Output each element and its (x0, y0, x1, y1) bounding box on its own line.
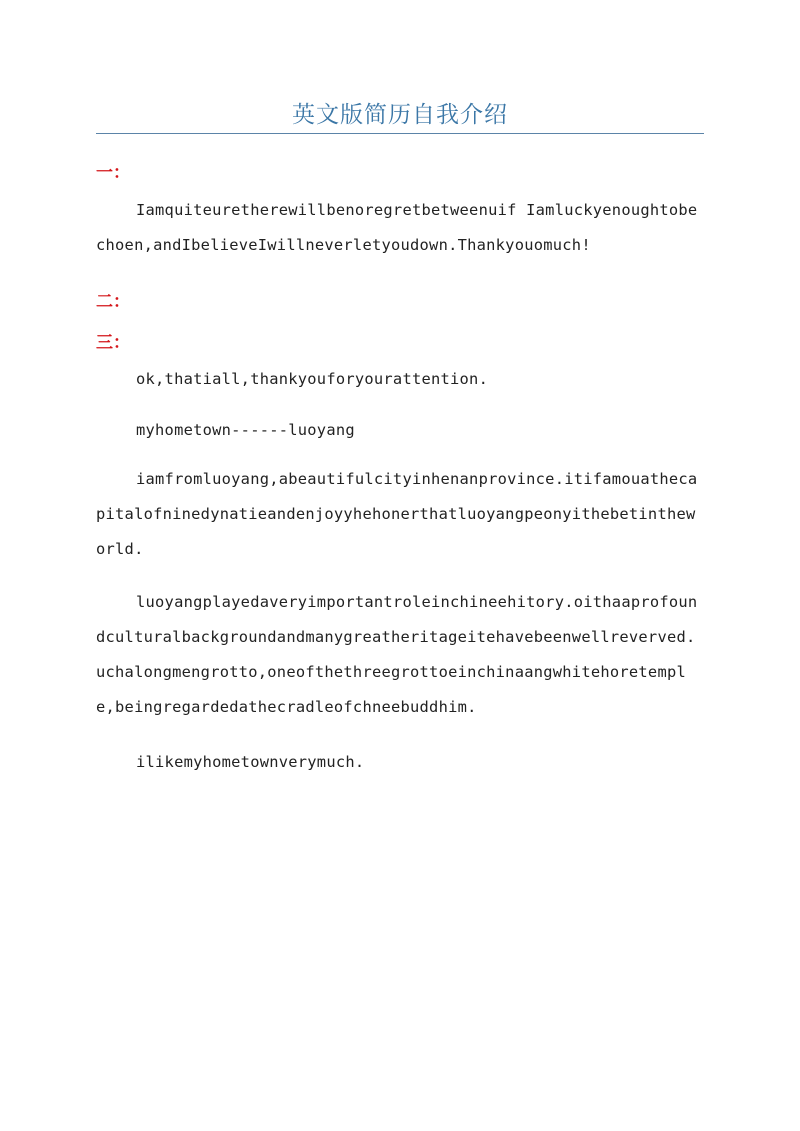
paragraph-closing: ok,thatiall,thankyouforyourattention. (136, 370, 489, 388)
document-title: 英文版简历自我介绍 (292, 102, 508, 128)
paragraph-intro: Iamquiteuretherewillbenoregretbetweenuif Iamluckyenoughtobechoen,andIbelieveIwillneverletyoudown.Thankyouomuch! (96, 201, 698, 254)
paragraph-hometown-heading: myhometown------luoyang (136, 421, 355, 439)
title-underline (96, 133, 704, 134)
section-heading-1: 一： (96, 163, 130, 183)
paragraph-hometown-closing: ilikemyhometownverymuch. (136, 753, 365, 771)
section-heading-3: 三： (96, 333, 130, 353)
paragraph-hometown-intro: iamfromluoyang,abeautifulcityinhenanprovince.itifamouathecapitalofninedynatieandenjoyyhehonerthatluoyangpeonyithebetintheworld. (96, 470, 698, 558)
paragraph-hometown-history: luoyangplayedaveryimportantroleinchineehitory.oithaaprofoundculturalbackgroundandmanygreatheritageitehavebeenwellreverved.uchalongmengrotto,oneofthethreegrottoeinchinaangwhitehoretemple,beingregardedathecradleofchneebuddhim. (96, 593, 698, 716)
section-heading-2: 二： (96, 292, 130, 312)
